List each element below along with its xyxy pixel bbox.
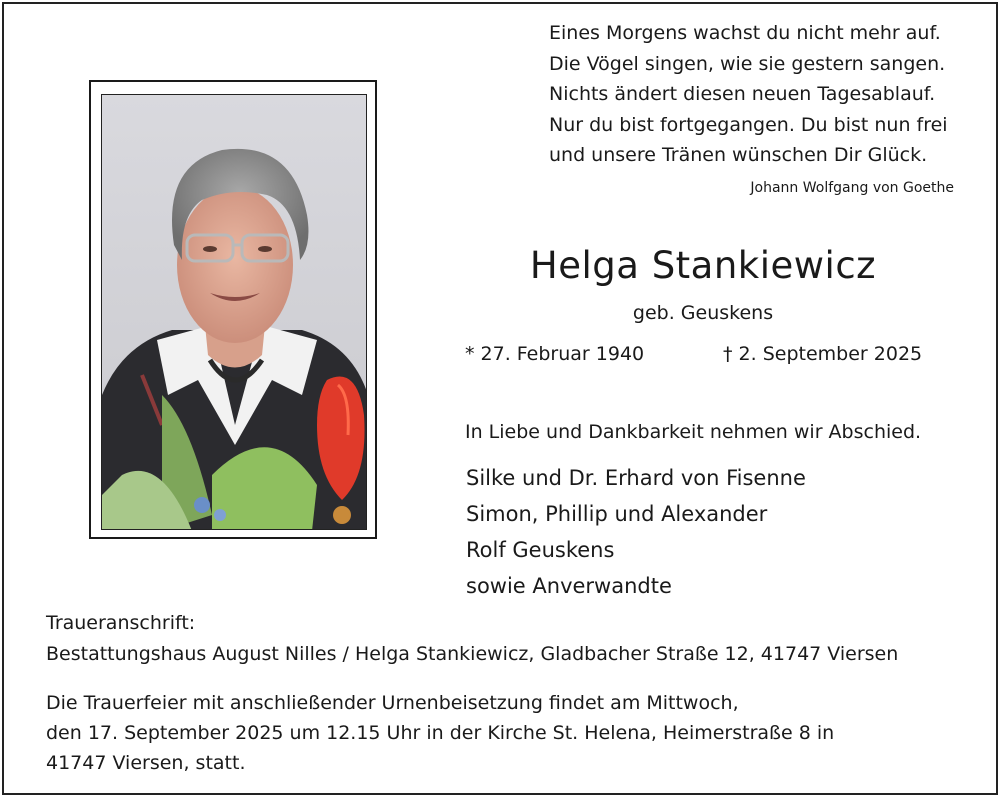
service-line: 41747 Viersen, statt. xyxy=(46,752,246,774)
farewell-text: In Liebe und Dankbarkeit nehmen wir Abschied. xyxy=(465,421,922,443)
poem-line: Eines Morgens wachst du nicht mehr auf. xyxy=(549,22,941,44)
mourner-line: Rolf Geuskens xyxy=(466,538,615,562)
mourner-line: Silke und Dr. Erhard von Fisenne xyxy=(466,466,806,490)
maiden-name: geb. Geuskens xyxy=(632,302,774,324)
poem-line: Die Vögel singen, wie sie gestern sangen. xyxy=(549,52,946,75)
service-info xyxy=(46,688,976,778)
poem-line: Nur du bist fortgegangen. Du bist nun frei xyxy=(549,113,948,136)
address-label: Traueranschrift: xyxy=(46,612,196,634)
poem-line: Nichts ändert diesen neuen Tagesablauf. xyxy=(549,83,936,105)
service-line: Die Trauerfeier mit anschließender Urnenbeisetzung findet am Mittwoch, xyxy=(46,692,739,714)
portrait-frame xyxy=(89,80,377,539)
poem xyxy=(549,18,969,171)
death-date: † 2. September 2025 xyxy=(723,343,923,365)
mourner-line: sowie Anverwandte xyxy=(466,574,672,598)
birth-date: * 27. Februar 1940 xyxy=(465,343,645,365)
service-line: den 17. September 2025 um 12.15 Uhr in der Kirche St. Helena, Heimerstraße 8 in xyxy=(46,722,835,744)
mourner-line: Simon, Phillip und Alexander xyxy=(466,502,768,526)
address-text: Bestattungshaus August Nilles / Helga Stankiewicz, Gladbacher Straße 12, 41747 Viersen xyxy=(46,643,899,665)
poem-line: und unsere Tränen wünschen Dir Glück. xyxy=(549,144,928,166)
poem-author: Johann Wolfgang von Goethe xyxy=(750,180,954,196)
portrait-photo xyxy=(101,94,367,530)
mourners-list xyxy=(466,460,806,604)
deceased-name: Helga Stankiewicz xyxy=(529,244,877,287)
